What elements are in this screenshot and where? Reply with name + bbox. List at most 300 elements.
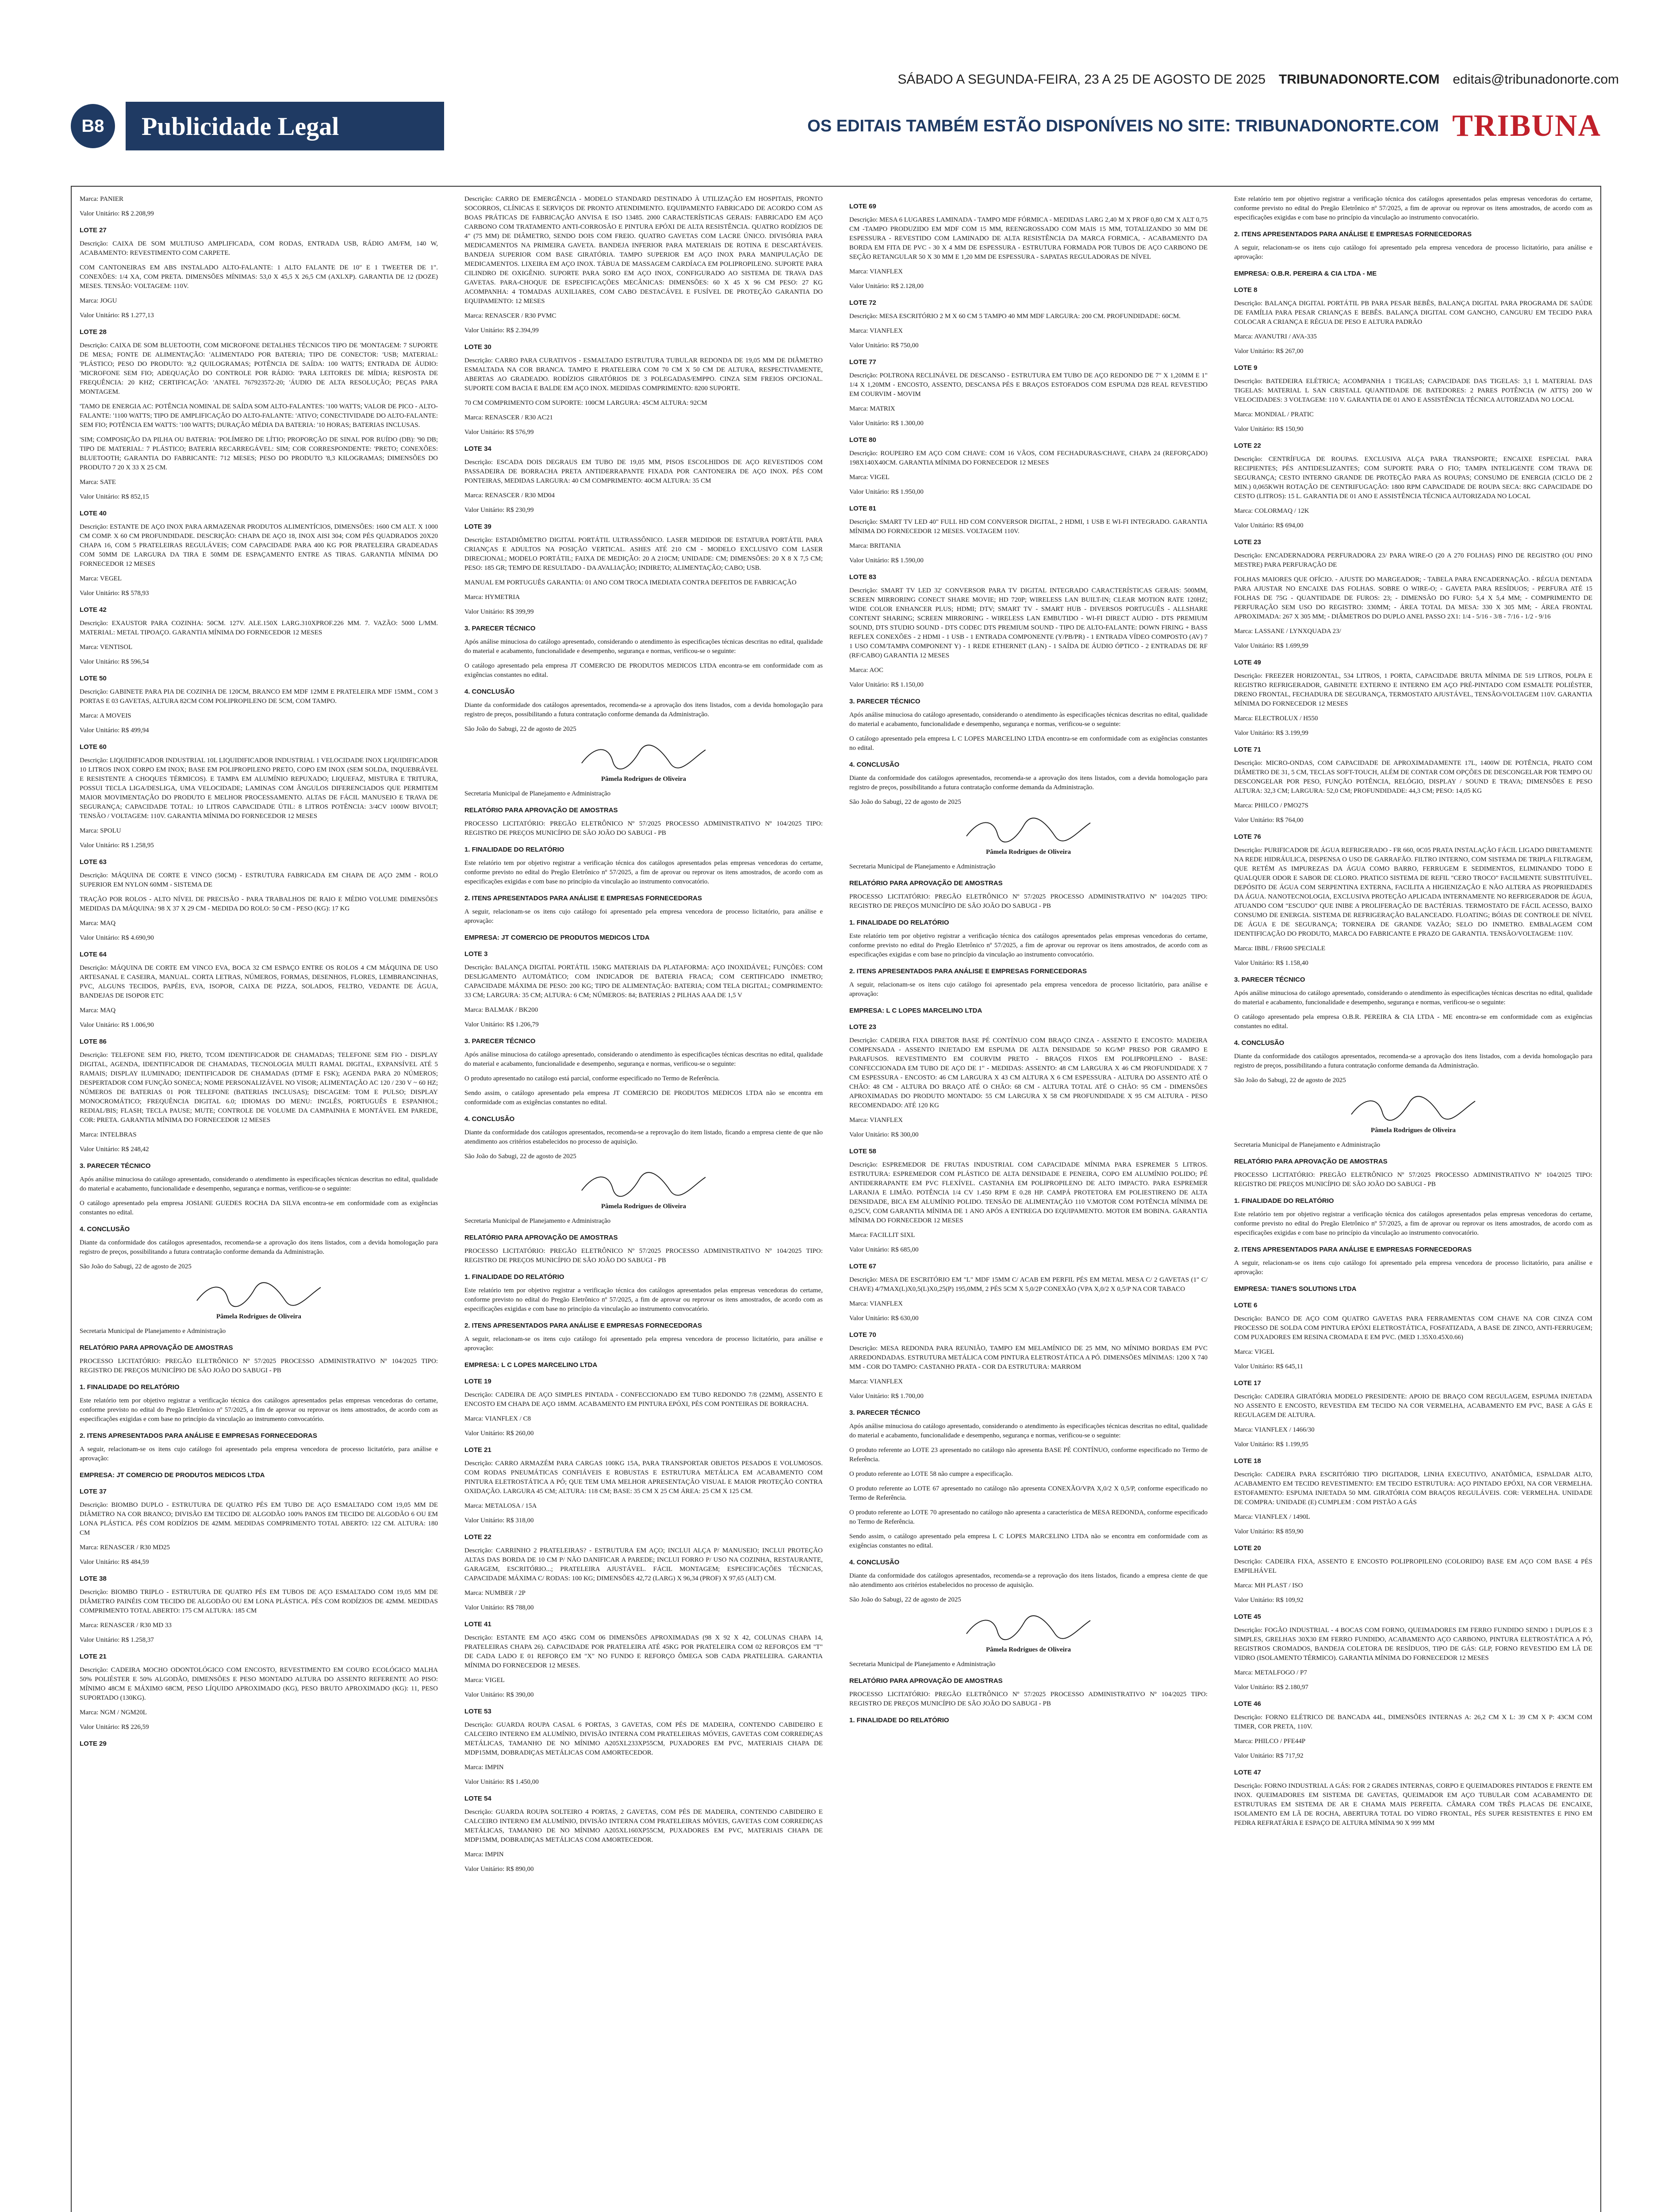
- paragraph: Valor Unitário: R$ 1.006,90: [80, 1022, 154, 1029]
- heading: LOTE 67: [849, 1263, 876, 1270]
- column-4: [1234, 195, 1592, 2212]
- heading: LOTE 45: [1234, 1613, 1261, 1621]
- paragraph: Descrição: CADEIRA GIRATÓRIA MODELO PRESIDENTE: APOIO DE BRAÇO COM REGULAGEM, ESPUMA INJETADA NO ASSENTO E ENCOSTO, REVESTIDA EM TECIDO NA COR VERMELHA, ACABAMENTO EM PVC, BASE A GÁS E REGULAGEM DE ALTURA.: [1234, 1393, 1592, 1419]
- heading: 4. CONCLUSÃO: [849, 761, 900, 768]
- paragraph: Valor Unitário: R$ 1.700,00: [849, 1393, 924, 1400]
- paragraph: Marca: HYMETRIA: [464, 594, 520, 601]
- heading: 1. FINALIDADE DO RELATÓRIO: [1234, 1197, 1334, 1205]
- paragraph: Sendo assim, o catálogo apresentado pela empresa JT COMERCIO DE PRODUTOS MEDICOS LTDA não se encontra em conformidade com as exigências constantes no edital.: [464, 1090, 823, 1106]
- heading: LOTE 37: [80, 1488, 107, 1495]
- paragraph: Marca: VEGEL: [80, 575, 122, 582]
- paragraph: O produto referente ao LOTE 70 apresentado no catálogo não apresenta a característica de MESA REDONDA, conforme especificado no Termo de Referência.: [849, 1509, 1208, 1525]
- paragraph: Descrição: CARRINHO 2 PRATELEIRAS? - ESTRUTURA EM AÇO; INCLUI ALÇA P/ MANUSEIO; INCLUI PROTEÇÃO ALTAS DAS BORDA DE 10 CM P/ NÃO DANIFICAR A PAREDE; INCLUI FORRO P/ USO NA COZINHA, RESTAURANTE, GARAGEM, ESCRITÓRIO...; PRATELEIRA AJUSTÁVEL. FÁCIL MONTAGEM; ESPECIFICAÇÕES TÉCNICAS, CAPACIDADE MÁXIMA C/ RODAS: 100 KG; DIMENSÕES 42,72 (LARG) X 96,34 (PROF) X 97,65 (ALT) CM.: [464, 1547, 823, 1582]
- heading: 3. PARECER TÉCNICO: [849, 1409, 920, 1417]
- heading: 2. ITENS APRESENTADOS PARA ANÁLISE E EMPRESAS FORNECEDORAS: [1234, 230, 1472, 238]
- heading: 2. ITENS APRESENTADOS PARA ANÁLISE E EMPRESAS FORNECEDORAS: [849, 968, 1087, 975]
- heading: 3. PARECER TÉCNICO: [464, 1037, 536, 1045]
- heading: LOTE 60: [80, 743, 107, 751]
- email-link[interactable]: editais@tribunadonorte.com: [1453, 72, 1619, 87]
- paragraph: Valor Unitário: R$ 318,00: [464, 1517, 534, 1524]
- paragraph: Marca: RENASCER / R30 AC21: [464, 414, 553, 421]
- heading: 2. ITENS APRESENTADOS PARA ANÁLISE E EMPRESAS FORNECEDORAS: [464, 895, 702, 902]
- paragraph: Descrição: GABINETE PARA PIA DE COZINHA DE 120CM, BRANCO EM MDF 12MM E PRATELEIRA MDF 15MM., COM 3 PORTAS E 03 GAVETAS, ALTURA 82CM COM POLIPROPILENO DE 5CM, COM TAMPO.: [80, 688, 438, 705]
- signature-image: [192, 1279, 325, 1310]
- heading: RELATÓRIO PARA APROVAÇÃO DE AMOSTRAS: [464, 806, 618, 814]
- paragraph: Valor Unitário: R$ 890,00: [464, 1866, 534, 1873]
- paragraph: Este relatório tem por objetivo registrar a verificação técnica dos catálogos apresentados pelas empresas vencedoras do certame, conforme previsto no edital do Pregão Eletrônico nº 57/2025, a fim de aprovar ou reprovar os itens amostrados, de acordo com as especificações exigidas e com base no princípio da vinculação ao instrumento convocatório.: [80, 1397, 438, 1423]
- paragraph: Marca: VIANFLEX: [849, 1117, 903, 1124]
- paragraph: Marca: MATRIX: [849, 405, 895, 412]
- heading: 1. FINALIDADE DO RELATÓRIO: [849, 919, 949, 926]
- paragraph: Secretaria Municipal de Planejamento e Administração: [849, 863, 996, 870]
- signature-image: [962, 814, 1095, 845]
- heading: EMPRESA: L C LOPES MARCELINO LTDA: [849, 1007, 982, 1014]
- paragraph: Marca: PANIER: [80, 196, 124, 203]
- paragraph: PROCESSO LICITATÓRIO: PREGÃO ELETRÔNICO Nº 57/2025 PROCESSO ADMINISTRATIVO Nº 104/2025 TIPO: REGISTRO DE PREÇOS MUNICÍPIO DE SÃO JOÃO DO SABUGI - PB: [1234, 1171, 1592, 1188]
- paragraph: Descrição: CADEIRA DE AÇO SIMPLES PINTADA - CONFECCIONADO EM TUBO REDONDO 7/8 (22MM), ASSENTO E ENCOSTO EM CHAPA DE AÇO 18MM. ACABAMENTO EM PINTURA EPÓXI, PÉS COM PONTEIRAS DE BORRACHA.: [464, 1391, 823, 1408]
- paragraph: Marca: MAQ: [80, 1007, 116, 1014]
- heading: LOTE 69: [849, 203, 876, 210]
- paragraph: Marca: IMPIN: [464, 1764, 504, 1771]
- heading: LOTE 40: [80, 510, 107, 517]
- heading: LOTE 20: [1234, 1544, 1261, 1552]
- heading: LOTE 81: [849, 505, 876, 512]
- paragraph: São João do Sabugi, 22 de agosto de 2025: [464, 1153, 576, 1160]
- paragraph: Valor Unitário: R$ 750,00: [849, 342, 919, 349]
- paragraph: A seguir, relacionam-se os itens cujo catálogo foi apresentado pela empresa vencedora de processo licitatório, para análise e aprovação:: [1234, 244, 1592, 261]
- paragraph: Marca: VIANFLEX: [849, 268, 903, 275]
- paragraph: Valor Unitário: R$ 267,00: [1234, 348, 1304, 355]
- heading: 4. CONCLUSÃO: [849, 1559, 900, 1566]
- paragraph: O catálogo apresentado pela empresa L C LOPES MARCELINO LTDA encontra-se em conformidade com as exigências constantes no edital.: [849, 735, 1208, 752]
- heading: LOTE 80: [849, 436, 876, 444]
- heading: LOTE 8: [1234, 286, 1258, 294]
- heading: LOTE 30: [464, 343, 491, 351]
- paragraph: Descrição: ESPREMEDOR DE FRUTAS INDUSTRIAL COM CAPACIDADE MÍNIMA PARA ESPREMER 5 LITROS. ESTRUTURA: ESPREMEDOR COM PLÁSTICO DE ALTA DENSIDADE E PENEIRA, COPO EM ALUMÍNIO POLIDO; PÉ ANTIDERRAPANTE EM PVC FLEXÍVEL. CASTANHA EM POLIPROPILENO DE ALTO IMPACTO. PARA ESPREMER LARANJA E LIMÃO. POTÊNCIA 1/4 CV 1.450 RPM E 0.28 HP. CAMPÁ PROTETORA EM POLIESTIRENO DE ALTA DENSIDADE, BICA EM ALUMÍNIO POLIDO. TENSÃO DE ALIMENTAÇÃO 110 V.MOTOR COM POTÊNCIA MÍNIMA DE 0,25CV, COM GARANTIA MÍNIMA DE 1 ANO APÓS A ENTREGA DO EQUIPAMENTO. MOTOR EM BOBINA. GARANTIA MÍNIMA DO FORNECEDOR 12 MESES: [849, 1161, 1208, 1224]
- paragraph: Descrição: POLTRONA RECLINÁVEL DE DESCANSO - ESTRUTURA EM TUBO DE AÇO REDONDO DE 7" X 1,20MM E 1" 1/4 X 1,20MM - ENCOSTO, ASSENTO, DESCANSA PÉS E BRAÇOS ESTOFADOS COM ESPUMA D28 REAL REVESTIDO EM COURVIM - MOVIM: [849, 372, 1208, 398]
- paragraph: Valor Unitário: R$ 645,11: [1234, 1363, 1304, 1370]
- heading: 3. PARECER TÉCNICO: [464, 625, 536, 632]
- paragraph: Diante da conformidade dos catálogos apresentados, recomenda-se a aprovação dos itens listados, com a devida homologação para registro de preços, possibilitando a futura contratação conforme demanda da Administração.: [1234, 1053, 1592, 1069]
- heading: LOTE 29: [80, 1740, 107, 1747]
- paragraph: PROCESSO LICITATÓRIO: PREGÃO ELETRÔNICO Nº 57/2025 PROCESSO ADMINISTRATIVO Nº 104/2025 TIPO: REGISTRO DE PREÇOS MUNICÍPIO DE SÃO JOÃO DO SABUGI - PB: [464, 820, 823, 837]
- paragraph: Descrição: CARRO DE EMERGÊNCIA - MODELO STANDARD DESTINADO À UTILIZAÇÃO EM HOSPITAIS, PRONTO SOCORROS, CLÍNICAS E SERVIÇOS DE PRONTO ATENDIMENTO. EQUIPAMENTO FABRICADO DE ACORDO COM AS BOAS PRÁTICAS DE FABRICAÇÃO ANVISA E ISO 13485. 2000 CARACTERÍSTICAS GERAIS: FABRICADO EM AÇO CARBONO COM TRATAMENTO ANTI-CORROSÃO E PINTURA EPÓXI DE ALTA RESISTÊNCIA. QUATRO RODÍZIOS DE 4" (75 MM) DE DIÂMETRO, SENDO DOIS COM FREIO. QUATRO GAVETAS COM LACRE ÚNICO. DIVISÓRIA PARA MEDICAMENTOS NA PRIMEIRA GAVETA. BANDEJA INFERIOR PARA MATERIAIS DE ROTINA E DESCARTÁVEIS. BANDEJA SUPERIOR COM BASE GIRATÓRIA. TAMPO SUPERIOR EM AÇO INOX PARA MANIPULAÇÃO DE MEDICAMENTOS. LIXEIRA EM AÇO INOX. TÁBUA DE MASSAGEM CARDÍACA EM POLIPROPILENO. SUPORTE PARA CILINDRO DE OXIGÊNIO. SUPORTE PARA SORO EM AÇO INOX, CONFIGURADO AO SISTEMA DE TRAVA DAS GAVETAS. PARA-CHOQUE DE ESPECIFICAÇÕES MECÂNICAS: DIMENSÕES: 60 X 45 X 96 CM PESO: 27 KG ACOMPANHA: 4 TOMADAS AUXILIARES, COM CABO DESTACÁVEL E FUSÍVEL DE PROTEÇÃO GARANTIA DO EQUIPAMENTO: 12 MESES: [464, 196, 823, 305]
- paragraph: A seguir, relacionam-se os itens cujo catálogo foi apresentado pela empresa vencedora de processo licitatório, para análise e aprovação:: [464, 1336, 823, 1352]
- paragraph: Marca: METALOSA / 15A: [464, 1502, 537, 1509]
- paragraph: Marca: METALFOGO / P7: [1234, 1669, 1308, 1676]
- paragraph: Marca: AVANUTRI / AVA-335: [1234, 333, 1317, 340]
- heading: EMPRESA: O.B.R. PEREIRA & CIA LTDA - ME: [1234, 270, 1377, 277]
- paragraph: PROCESSO LICITATÓRIO: PREGÃO ELETRÔNICO Nº 57/2025 PROCESSO ADMINISTRATIVO Nº 104/2025 TIPO: REGISTRO DE PREÇOS MUNICÍPIO DE SÃO JOÃO DO SABUGI - PB: [849, 893, 1208, 910]
- heading: RELATÓRIO PARA APROVAÇÃO DE AMOSTRAS: [849, 1677, 1003, 1685]
- paragraph: 'SIM; COMPOSIÇÃO DA PILHA OU BATERIA: 'POLÍMERO DE LÍTIO; PROPORÇÃO DE SINAL POR RUÍDO (DB): '90 DB; TIPO DE MATERIAL: 7 PLÁSTICO; BATERIA RECARREGÁVEL: SIM; COR CORRESPONDENTE: 'PRETO; CONEXÕES: BLUETOOTH; GARANTIA DO FABRICANTE: 712 MESES; PESO DO PRODUTO '8,3 KILOGRAMAS; DIMENSÕES DO PRODUTO 7 20 X 33 X 25 CM.: [80, 436, 438, 471]
- paragraph: Descrição: CENTRÍFUGA DE ROUPAS. EXCLUSIVA ALÇA PARA TRANSPORTE; ENCAIXE ESPECIAL PARA RECIPIENTES; PÉS ANTIDESLIZANTES; COM SUPORTE PARA O FIO; TAMPA INTELIGENTE COM TRAVA DE SEGURANÇA; CESTO INTERNO GRANDE DE PROTEÇÃO PARA AS ROUPAS; CONSUMO DE ENERGIA (CICLO DE 2 MIN.) 0,065KWH ROTAÇÃO DE CENTRIFUGAÇÃO: 1800 RPM CAPACIDADE DE ROUPA SECA: 8KG CAPACIDADE DO CESTO (LITROS): 15 L. GARANTIA DE 01 ANO E ASSISTÊNCIA TÉCNICA AUTORIZADA NO LOCAL: [1234, 456, 1592, 500]
- paragraph: Descrição: BIOMBO DUPLO - ESTRUTURA DE QUATRO PÉS EM TUBO DE AÇO ESMALTADO COM 19,05 MM DE DIÂMETRO NA COR BRANCO; DIVISÃO EM TECIDO DE ALGODÃO 100% PANOS EM TECIDO DE ALGODÃO 6 OU EM LONA PLÁSTICA. PÉS COM RODÍZIOS DE 42MM. MEDIDAS COMPRIMENTO TOTAL ABERTO: 122 CM. ALTURA: 180 CM: [80, 1502, 438, 1536]
- column-2: [464, 195, 823, 2212]
- heading: LOTE 27: [80, 227, 107, 234]
- paragraph: Marca: MH PLAST / ISO: [1234, 1582, 1303, 1589]
- paragraph: Valor Unitário: R$ 1.258,95: [80, 842, 154, 849]
- heading: 1. FINALIDADE DO RELATÓRIO: [464, 1273, 564, 1281]
- paragraph: Descrição: ESTADIÔMETRO DIGITAL PORTÁTIL ULTRASSÔNICO. LASER MEDIDOR DE ESTATURA PORTÁTIL PARA CRIANÇAS E ADULTOS NA POSIÇÃO VERTICAL. ASHES ATÉ 210 CM - MODELO EXCLUSIVO COM LASER DIRECIONAL; MODELO PORTÁTIL; FAIXA DE MEDIÇÃO: 20 A 210CM; UNIDADE: CM; DIMENSÕES: 20 X 8 X 7,5 CM; PESO: 185 GR; TEMPO DE RESULTADO - DA AVALIAÇÃO; INDIRETO; ALIMENTAÇÃO; CABO; USB.: [464, 537, 823, 572]
- paragraph: Marca: COLORMAQ / 12K: [1234, 507, 1309, 515]
- paragraph: 'TAMO DE ENERGIA AC: POTÊNCIA NOMINAL DE SAÍDA SOM ALTO-FALANTES: '100 WATTS; VALOR DE PICO - ALTO-FALANTE: '1100 WATTS; TIPO DE AMPLIFICAÇÃO DO ALTO-FALANTE: 'ATIVO; CONECTIVIDADE DO ALTO-FALANTE: SEM FIO; POTÊNCIA EM WATTS: '100 WATTS; DURAÇÃO MÉDIA DA BATERIA: '10 HORAS; BATERIAS INCLUSAS.: [80, 403, 438, 429]
- heading: 2. ITENS APRESENTADOS PARA ANÁLISE E EMPRESAS FORNECEDORAS: [1234, 1246, 1472, 1253]
- paragraph: Valor Unitário: R$ 248,42: [80, 1146, 149, 1153]
- paragraph: Valor Unitário: R$ 260,00: [464, 1430, 534, 1437]
- paragraph: Descrição: CARRO ARMAZÉM PARA CARGAS 100KG 15A, PARA TRANSPORTAR OBJETOS PESADOS E VOLUMOSOS. COM RODAS PNEUMÁTICAS CONFIÁVEIS E ROBUSTAS E ESTRUTURA METÁLICA EM ACABAMENTO COM PINTURA ELETROSTÁTICA A PÓ; QUE TEM UMA MELHOR APRESENTAÇÃO VISUAL E MAIOR PROTEÇÃO CONTRA OXIDAÇÃO. LARGURA 45 CM; ALTURA: 118 CM; BASE: 35 CM X 25 CM ÁREA: 25 CM X 125 CM.: [464, 1460, 823, 1495]
- paragraph: Secretaria Municipal de Planejamento e Administração: [464, 1217, 611, 1225]
- heading: 1. FINALIDADE DO RELATÓRIO: [80, 1383, 180, 1391]
- paragraph: Marca: INTELBRAS: [80, 1131, 137, 1138]
- paragraph: Secretaria Municipal de Planejamento e Administração: [849, 1661, 996, 1668]
- paragraph: Marca: VENTISOL: [80, 644, 133, 651]
- paragraph: Descrição: BALANÇA DIGITAL PORTÁTIL 150KG MATERIAIS DA PLATAFORMA: AÇO INOXIDÁVEL; FUNÇÕES: COM DESLIGAMENTO AUTOMÁTICO; COM INDICADOR DE BATERIA FRACA; COM CERTIFICADO INMETRO; CAPACIDADE MÁXIMA DE PESO: 200 KG; TIPO DE ALIMENTAÇÃO: BATERIA; COM TELA DIGITAL; COMPRIMENTO: 33 CM; LARGURA: 35 CM; ALTURA: 6 CM; NÚMEROS: 84; BATERIAS 2 PILHAS AAA DE 1,5 V: [464, 964, 823, 999]
- signature-image: [962, 1612, 1095, 1643]
- paragraph: Marca: SATE: [80, 479, 116, 486]
- paragraph: Descrição: FREEZER HORIZONTAL, 534 LITROS, 1 PORTA, CAPACIDADE BRUTA MÍNIMA DE 519 LITROS, POLPA E REGISTRO REFRIGERADOR, GABINETE EXTERNO E INTERNO EM AÇO PRÉ-PINTADO COM ESMALTE POLIÉSTER, DRENO FRONTAL, FECHADURA DE SEGURANÇA, TERMOSTATO AJUSTÁVEL, TENSÃO/VOLTAGEM 110V. GARANTIA MÍNIMA DO FORNECEDOR 12 MESES: [1234, 672, 1592, 707]
- paragraph: Após análise minuciosa do catálogo apresentado, considerando o atendimento às especificações técnicas descritas no edital, qualidade do material e acabamento, funcionalidade e desempenho, segurança e normas, verificou-se o seguinte:: [464, 1051, 823, 1068]
- paragraph: O catálogo apresentado pela empresa JT COMERCIO DE PRODUTOS MEDICOS LTDA encontra-se em conformidade com as exigências constantes no edital.: [464, 662, 823, 679]
- paragraph: Marca: VIANFLEX: [849, 327, 903, 334]
- paragraph: São João do Sabugi, 22 de agosto de 2025: [464, 726, 576, 733]
- paragraph: Descrição: TELEFONE SEM FIO, PRETO, TCOM IDENTIFICADOR DE CHAMADAS; TELEFONE SEM FIO - DISPLAY DIGITAL, AGENDA, IDENTIFICADOR DE CHAMADAS, TECNOLOGIA MULTI RAMAL DIGITAL, EXPANSÍVEL ATÉ 5 RAMAIS; DISPLAY ILUMINADO; IDENTIFICADOR DE CHAMADAS (DTMF E FSK); AGENDA PARA 20 NÚMEROS; DESPERTADOR COM FUNÇÃO SONECA; NOME PERSONALIZÁVEL NO VISOR; ALIMENTAÇÃO AC 120 / 230 V ~ 60 HZ; NÚMEROS DE BATERIAS 01 POR TELEFONE (BATERIAS INCLUSAS); DISCAGEM: TOM E PULSO; DISPLAY MONOCROMÁTICO; FREQUÊNCIA DIGITAL 6.0; IDIOMAS DO MENU: INGLÊS, PORTUGUÊS E ESPANHOL; REDIAL/BIS; FLASH; TECLA PAUSE; MUTE; CONTROLE DE VOLUME DA CAMPAINHA E MONTÁVEL EM PAREDE, COR: PRETA. GARANTIA MÍNIMA DO FORNECEDOR 12 MESES: [80, 1052, 438, 1124]
- edition-date: SÁBADO A SEGUNDA-FEIRA, 23 A 25 DE AGOSTO DE 2025: [897, 72, 1266, 87]
- paragraph: Descrição: EXAUSTOR PARA COZINHA: 50CM. 127V. ALE.150X LARG.310XPROF.226 MM. 7. VAZÃO: 5000 L/MM. MATERIAL: METAL TIPOAÇO. GARANTIA MÍNIMA DO FORNECEDOR 12 MESES: [80, 620, 438, 636]
- heading: LOTE 22: [464, 1533, 491, 1541]
- paragraph: Valor Unitário: R$ 576,99: [464, 429, 534, 436]
- paragraph: Este relatório tem por objetivo registrar a verificação técnica dos catálogos apresentados pelas empresas vencedoras do certame, conforme previsto no edital do Pregão Eletrônico nº 57/2025, a fim de aprovar ou reprovar os itens amostrados, de acordo com as especificações exigidas e com base no princípio da vinculação ao instrumento convocatório.: [464, 1287, 823, 1313]
- paragraph: Valor Unitário: R$ 685,00: [849, 1246, 919, 1253]
- paragraph: Descrição: BANCO DE AÇO COM QUATRO GAVETAS PARA FERRAMENTAS COM CHAVE NA COR CINZA COM PROCESSO DE SOLDA COM PINTURA EPÓXI ELETROSTÁTICA, FOSFATIZADA, A BASE DE ZINCO, ANTI-FERRUGEM; COM PUXADORES EM RESINA CROMADA E EM PVC. (MED 1.35X0.45X0.66): [1234, 1315, 1592, 1341]
- paragraph: Valor Unitário: R$ 1.300,00: [849, 420, 924, 427]
- paragraph: Descrição: BATEDEIRA ELÉTRICA; ACOMPANHA 1 TIGELAS; CAPACIDADE DAS TIGELAS: 3,1 L MATERIAL DAS TIGELAS: MATERIAL L SAN CRISTALL QUANTIDADE DE BATEDORES: 2 PARES POTÊNCIA (W ATTS) 200 W VELOCIDADES: 3 VOLTAGEM: 110 V. GARANTIA DE 01 ANO E ASSISTÊNCIA TÉCNICA AUTORIZADA NO LOCAL: [1234, 378, 1592, 403]
- heading: EMPRESA: L C LOPES MARCELINO LTDA: [464, 1361, 598, 1369]
- paragraph: O catálogo apresentado pela empresa JOSIANE GUEDES ROCHA DA SILVA encontra-se em conformidade com as exigências constantes no edital.: [80, 1200, 438, 1216]
- paragraph: Este relatório tem por objetivo registrar a verificação técnica dos catálogos apresentados pelas empresas vencedoras do certame, conforme previsto no edital do Pregão Eletrônico nº 57/2025, a fim de aprovar ou reprovar os itens amostrados, de acordo com as especificações exigidas e com base no princípio da vinculação ao instrumento convocatório.: [464, 860, 823, 885]
- section-title: Publicidade Legal: [126, 102, 444, 150]
- signer-name: Pâmela Rodrigues de Oliveira: [216, 1313, 302, 1320]
- paragraph: Marca: IMPIN: [464, 1851, 504, 1858]
- paragraph: Valor Unitário: R$ 226,59: [80, 1724, 149, 1731]
- paragraph: Valor Unitário: R$ 694,00: [1234, 522, 1304, 529]
- heading: LOTE 50: [80, 675, 107, 682]
- heading: LOTE 3: [464, 950, 488, 958]
- paragraph: Descrição: MESA REDONDA PARA REUNIÃO, TAMPO EM MELAMÍNICO DE 25 MM, NO MÍNIMO BORDAS EM PVC ARREDONDADAS. ESTRUTURA METÁLICA COM PINTURA ELETROSTÁTICA A PÓ. DIMENSÕES MÍNIMAS: 1200 X 740 MM - COR DO TAMPO: CASTANHO PRATA - COR DA ESTRUTURA: MARROM: [849, 1345, 1208, 1371]
- paragraph: Marca: NGM / NGM20L: [80, 1709, 147, 1716]
- heading: LOTE 77: [849, 358, 876, 366]
- paragraph: Descrição: GUARDA ROUPA CASAL 6 PORTAS, 3 GAVETAS, COM PÉS DE MADEIRA, CONTENDO CABIDEIRO E CALCEIRO INTERNO EM ALUMÍNIO, DIVISÃO INTERNA COM PRATELEIRAS MÓVEIS, GAVETAS COM CORREDIÇAS METÁLICAS, TAMANHO DE NO MÍNIMO A205XL233XP55CM, PUXADORES EM PVC, MATERIAIS CHAPA DE MDP15MM, DOBRADIÇAS METÁLICAS COM AMORTECEDOR.: [464, 1721, 823, 1756]
- paragraph: Marca: VIGEL: [1234, 1348, 1274, 1356]
- paragraph: Este relatório tem por objetivo registrar a verificação técnica dos catálogos apresentados pelas empresas vencedoras do certame, conforme previsto no edital do Pregão Eletrônico nº 57/2025, a fim de aprovar ou reprovar os itens amostrados, de acordo com as especificações exigidas e com base no princípio da vinculação ao instrumento convocatório.: [1234, 1211, 1592, 1237]
- paragraph: Valor Unitário: R$ 1.450,00: [464, 1778, 539, 1786]
- paragraph: Marca: RENASCER / R30 MD 33: [80, 1622, 172, 1629]
- heading: LOTE 64: [80, 951, 107, 958]
- page-number: B8: [71, 104, 115, 148]
- heading: EMPRESA: JT COMERCIO DE PRODUTOS MEDICOS LTDA: [464, 934, 650, 941]
- paragraph: TRAÇÃO POR ROLOS - ALTO NÍVEL DE PRECISÃO - PARA TRABALHOS DE RAIO E MÉDIO VOLUME DIMENSÕES MEDIDAS DA MÁQUINA: 98 X 37 X 29 CM - MEDIDA DO ROLO: 50 CM - PESO (KG): 17 KG: [80, 896, 438, 912]
- paragraph: Secretaria Municipal de Planejamento e Administração: [80, 1328, 226, 1335]
- paragraph: Marca: VIANFLEX / C8: [464, 1415, 531, 1422]
- paragraph: Diante da conformidade dos catálogos apresentados, recomenda-se a aprovação dos itens listados, com a devida homologação para registro de preços, possibilitando a futura contratação conforme demanda da Administração.: [80, 1239, 438, 1256]
- heading: LOTE 22: [1234, 442, 1261, 449]
- heading: LOTE 21: [464, 1446, 491, 1454]
- paragraph: Descrição: MESA DE ESCRITÓRIO EM "L" MDF 15MM C/ ACAB EM PERFIL PÉS EM METAL MESA C/ 2 GAVETAS (1" C/ CHAVE) 4/7MAX(L)X0,5(L)X0,25(P) 195,0MM, 2 PÉS 5CM X 5,0/2P CONEXÃO (VPA X,0/2 X 0,5/P NA COR TABACO: [849, 1276, 1208, 1293]
- paragraph: Marca: PHILCO / PMO27S: [1234, 802, 1308, 809]
- paragraph: Marca: FACILLIT SIXL: [849, 1232, 915, 1239]
- paragraph: Valor Unitário: R$ 499,94: [80, 727, 149, 734]
- paragraph: Descrição: ESTANTE DE AÇO INOX PARA ARMAZENAR PRODUTOS ALIMENTÍCIOS, DIMENSÕES: 1600 CM ALT. X 1000 CM COMP. X 60 CM PROFUNDIDADE. DESCRIÇÃO: CHAPA DE AÇO 18, INOX AISI 304; COM PÉS QUADRADOS 20X20 CHAPA 16, COM 5 PRATELEIRAS REGULÁVEIS; COM CAPACIDADE PARA 400 KG POR PRATELEIRA GRADEADAS COM 50MM DE LARGURA DA TIRA E 50MM DE ESPAÇAMENTO ENTRE AS TIRAS. GARANTIA MÍNIMA DO FORNECEDOR 12 MESES: [80, 523, 438, 568]
- paragraph: Valor Unitário: R$ 852,15: [80, 493, 149, 500]
- heading: LOTE 58: [849, 1148, 876, 1155]
- paragraph: Valor Unitário: R$ 300,00: [849, 1131, 919, 1138]
- paragraph: Marca: LASSANE / LYNXQUADA 23/: [1234, 628, 1341, 635]
- paragraph: Marca: BRITANIA: [849, 542, 901, 549]
- paragraph: São João do Sabugi, 22 de agosto de 2025: [849, 1596, 961, 1603]
- paragraph: Após análise minuciosa do catálogo apresentado, considerando o atendimento às especificações técnicas descritas no edital, qualidade do material e acabamento, funcionalidade e desempenho, segurança e normas, verificou-se o seguinte:: [849, 1423, 1208, 1439]
- paragraph: 70 CM COMPRIMENTO COM SUPORTE: 100CM LARGURA: 45CM ALTURA: 92CM: [464, 399, 707, 407]
- heading: LOTE 54: [464, 1795, 491, 1802]
- paragraph: Marca: A MOVEIS: [80, 712, 131, 719]
- paragraph: Marca: VIANFLEX: [849, 1300, 903, 1307]
- heading: 1. FINALIDADE DO RELATÓRIO: [849, 1717, 949, 1724]
- paragraph: Valor Unitário: R$ 1.950,00: [849, 488, 924, 495]
- paragraph: Valor Unitário: R$ 3.199,99: [1234, 730, 1308, 737]
- paragraph: COM CANTONEIRAS EM ABS INSTALADO ALTO-FALANTE: 1 ALTO FALANTE DE 10" E 1 TWEETER DE 1". CONEXÕES: 1/4 XA, COM PRETA. DIMENSÕES MÍNIMAS: 53,0 X 45,5 X 26,5 CM (AXLXP). GARANTIA DE 12 (DOZE) MESES. TENSÃO: VOLTAGEM: 110V.: [80, 264, 438, 290]
- paragraph: Valor Unitário: R$ 150,90: [1234, 426, 1304, 433]
- paragraph: São João do Sabugi, 22 de agosto de 2025: [80, 1263, 192, 1270]
- heading: 1. FINALIDADE DO RELATÓRIO: [464, 846, 564, 853]
- heading: LOTE 41: [464, 1621, 491, 1628]
- signature-image: [1347, 1092, 1480, 1123]
- paragraph: Valor Unitário: R$ 4.690,90: [80, 934, 154, 941]
- paragraph: Valor Unitário: R$ 1.699,99: [1234, 642, 1308, 649]
- site-link[interactable]: TRIBUNADONORTE.COM: [1279, 72, 1440, 87]
- signer-name: Pâmela Rodrigues de Oliveira: [601, 1203, 686, 1210]
- paragraph: A seguir, relacionam-se os itens cujo catálogo foi apresentado pela empresa vencedora de processo licitatório, para análise e aprovação:: [1234, 1260, 1592, 1276]
- signature-image: [577, 1168, 710, 1199]
- signer-name: Pâmela Rodrigues de Oliveira: [1370, 1127, 1456, 1134]
- heading: LOTE 39: [464, 523, 491, 530]
- paragraph: Marca: MONDIAL / PRATIC: [1234, 411, 1314, 418]
- paragraph: Após análise minuciosa do catálogo apresentado, considerando o atendimento às especificações técnicas descritas no edital, qualidade do material e acabamento, funcionalidade e desempenho, segurança e normas, verificou-se o seguinte:: [849, 711, 1208, 728]
- paragraph: Descrição: ENCADERNADORA PERFURADORA 23/ PARA WIRE-O (20 A 270 FOLHAS) PINO DE REGISTRO (OU PINO MESTRE) PARA PERFURAÇÃO DE: [1234, 552, 1592, 568]
- paragraph: Diante da conformidade dos catálogos apresentados, recomenda-se a reprovação dos itens listados, ficando a empresa ciente de que não atendimento aos critérios estabelecidos no processo de aquisição.: [849, 1572, 1208, 1589]
- heading: 4. CONCLUSÃO: [464, 688, 515, 695]
- heading: 3. PARECER TÉCNICO: [849, 698, 920, 705]
- heading: 4. CONCLUSÃO: [464, 1115, 515, 1123]
- paragraph: Descrição: CARRO PARA CURATIVOS - ESMALTADO ESTRUTURA TUBULAR REDONDA DE 19,05 MM DE DIÂMETRO ESMALTADA NA COR BRANCA. TAMPO E PRATELEIRA COM 70 CM X 50 CM DE ALTURA, RESPECTIVAMENTE, ABERTAS AO GRADEADO. RODÍZIOS GIRATÓRIOS DE 3 POLEGADAS/EMPPO. CINZA SEM FREIOS OPCIONAL. SUPORTE COM BACIA E BALDE EM AÇO INOX. MEDIDAS COMPRIMENTO: 8200 SUPORTE.: [464, 357, 823, 392]
- paragraph: Marca: BALMAK / BK200: [464, 1006, 538, 1014]
- signer-name: Pâmela Rodrigues de Oliveira: [986, 1646, 1071, 1653]
- paragraph: Descrição: MESA ESCRITÓRIO 2 M X 60 CM 5 TAMPO 40 MM MDF LARGURA: 200 CM. PROFUNDIDADE: 60CM.: [849, 313, 1181, 320]
- paragraph: São João do Sabugi, 22 de agosto de 2025: [849, 799, 961, 806]
- heading: LOTE 6: [1234, 1302, 1258, 1309]
- paragraph: Descrição: MÁQUINA DE CORTE EM VINCO EVA, BOCA 32 CM ESPAÇO ENTRE OS ROLOS 4 CM MÁQUINA DE USO ARTESANAL E CASEIRA, MANUAL. CORTA LETRAS, NÚMEROS, FORMAS, DESENHOS, FLORES, LEMBRANCINHAS, PVC, ALGUNS TECIDOS, PAPÉIS, EVA, ISOPOR, CAIXA DE PIZZA, SOLADOS, FELTRO, VEDANTE DE ÁGUA, BANDEJAS DE ISOPOR ETC: [80, 964, 438, 999]
- paragraph: Valor Unitário: R$ 1.258,37: [80, 1636, 154, 1644]
- heading: LOTE 23: [849, 1023, 876, 1031]
- heading: 3. PARECER TÉCNICO: [1234, 976, 1305, 983]
- paragraph: O catálogo apresentado pela empresa O.B.R. PEREIRA & CIA LTDA - ME encontra-se em conformidade com as exigências constantes no edital.: [1234, 1014, 1592, 1030]
- paragraph: Valor Unitário: R$ 1.590,00: [849, 557, 924, 564]
- signer-name: Pâmela Rodrigues de Oliveira: [601, 776, 686, 783]
- heading: LOTE 63: [80, 858, 107, 866]
- paragraph: Descrição: LIQUIDIFICADOR INDUSTRIAL 10L LIQUIDIFICADOR INDUSTRIAL 1 VELOCIDADE INOX LIQUIDIFICADOR 10 LITROS INOX CORPO EM INOX; BASE EM POLIPROPILENO PRETO, COPO EM INOX (SEM SOLDA, INQUEBRÁVEL E RESISTENTE A CHOQUES TÉRMICOS). E TAMPA EM ALUMÍNIO REPUXADO; LIQUEFAZ, MISTURA E TRITURA, POSSUI TECLA LIGA/DESLIGA, UMA VELOCIDADE; LAMINAS COM ÂNGULOS DIFERENCIADOS QUE PERMITEM MAIOR MOVIMENTAÇÃO DO PRODUTO E MELHOR PROCESSAMENTO. ALTAS DE FÁCIL MANUSEIO E TRAVA DE SEGURANÇA; CAPACIDADE TOTAL: 10 LITROS CAPACIDADE ÚTIL: 8 LITROS POTÊNCIA: 3/4CV 1000W BIVOLT; TENSÃO / VOLTAGEM: 110V. GARANTIA MÍNIMA DO FORNECEDOR 12 MESES: [80, 757, 438, 820]
- top-line: [885, 66, 1619, 93]
- heading: LOTE 46: [1234, 1700, 1261, 1708]
- paragraph: Marca: AOC: [849, 667, 884, 674]
- heading: LOTE 86: [80, 1038, 107, 1045]
- paragraph: PROCESSO LICITATÓRIO: PREGÃO ELETRÔNICO Nº 57/2025 PROCESSO ADMINISTRATIVO Nº 104/2025 TIPO: REGISTRO DE PREÇOS MUNICÍPIO DE SÃO JOÃO DO SABUGI - PB: [849, 1691, 1208, 1707]
- paragraph: A seguir, relacionam-se os itens cujo catálogo foi apresentado pela empresa vencedora de processo licitatório, para análise e aprovação:: [80, 1446, 438, 1462]
- heading: 4. CONCLUSÃO: [80, 1225, 130, 1233]
- heading: LOTE 47: [1234, 1769, 1261, 1776]
- paragraph: Valor Unitário: R$ 2.128,00: [849, 283, 924, 290]
- heading: LOTE 76: [1234, 833, 1261, 841]
- heading: LOTE 53: [464, 1708, 491, 1715]
- heading: LOTE 42: [80, 606, 107, 614]
- paragraph: Descrição: CAIXA DE SOM BLUETOOTH, COM MICROFONE DETALHES TÉCNICOS TIPO DE 'MONTAGEM: 7 SUPORTE DE MESA; FONTE DE ALIMENTAÇÃO: 'ALIMENTADO POR BATERIA; TIPO DE CONECTOR: 'USB; MATERIAL: 'PLÁSTICO; PESO DO PRODUTO: '8,2 QUILOGRAMAS; POTÊNCIA DE SAÍDA: 100 WATTS; ENTRADA DE ÁUDIO: 'MICROFONE SEM FIO; ADEQUAÇÃO DO CONTROLE POR RÁDIO: 'PARA LEITORES DE MÍDIA; RESPOSTA DE FREQUÊNCIA: 20 KHZ; CERTIFICAÇÃO: 'ANATEL 767923572-20; 'ÁUDIO DE ALTA RESOLUÇÃO; PEÇAS PARA MONTAGEM.: [80, 342, 438, 396]
- heading: LOTE 9: [1234, 364, 1258, 372]
- paragraph: Descrição: MESA 6 LUGARES LAMINADA - TAMPO MDF FÓRMICA - MEDIDAS LARG 2,40 M X PROF 0,80 CM X ALT 0,75 CM -TAMPO PRODUZIDO EM MDF COM 15 MM, REENGROSSADO COM MAIS 15 MM, TOTALIZANDO 30 MM DE ESPESSURA - REVESTIDO COM LAMINADO DE ALTA RESISTÊNCIA DA MARCA FORMICA, - ACABAMENTO DA BORDA EM FITA DE PVC - 30 X 4 MM DE ESPESSURA - ESTRUTURA FORMADA POR TUBOS DE AÇO CARBONO DE SEÇÃO RETANGULAR 50 X 30 MM E 1,20 MM DE ESPESSURA - SAPATAS REGULADORAS DE NÍVEL: [849, 216, 1208, 261]
- heading: 3. PARECER TÉCNICO: [80, 1162, 151, 1170]
- heading: RELATÓRIO PARA APROVAÇÃO DE AMOSTRAS: [80, 1344, 233, 1352]
- heading: RELATÓRIO PARA APROVAÇÃO DE AMOSTRAS: [1234, 1158, 1388, 1165]
- paragraph: Descrição: PURIFICADOR DE ÁGUA REFRIGERADO - FR 660, 0C05 PRATA INSTALAÇÃO FÁCIL LIGADO DIRETAMENTE NA REDE HIDRÁULICA, DISPENSA O USO DE GARRAFÃO. FILTRO INTERNO, COM SISTEMA DE TRIPLA FILTRAGEM, QUE RETÉM AS IMPUREZAS DA ÁGUA COMO BARRO, FERRUGEM E SEDIMENTOS, ELIMINANDO TODO E QUALQUER ODOR E SABOR DE CLORO. PRATICO SISTEMA DE REFIL "CERO TROCO" FACILMENTE SUBSTITUÍVEL. DEPÓSITO DE ÁGUA COM SERPENTINA EXTERNA, FACILITA A HIGIENIZAÇÃO E NÃO ALTERA AS PROPRIEDADES DA ÁGUA. NANOTECNOLOGIA, EXCLUSIVA PROTEÇÃO APLICADA INTERNAMENTE NO REFRIGERADOR DE ÁGUA, ATUANDO COM "ESCUDO" QUE INIBE A PROLIFERAÇÃO DE BACTÉRIAS. TERMOSTATO DE FÁCIL ACESSO, BAIXO CONSUMO DE ENERGIA. SISTEMA DE REFRIGERAÇÃO BALANCEADO. FLOATING; BÓIAS DE CONTROLE DE NÍVEL DE ÁGUA E DE SEGURANÇA; TORNEIRA DE GRANDE VAZÃO; SELO DO INMETRO. EMBALAGEM COM IDENTIFICAÇÃO DO PRODUTO, MARCA DO FABRICANTE E PRAZO DE GARANTIA. TENSÃO/VOLTAGEM: 110V.: [1234, 847, 1592, 937]
- paragraph: Descrição: MÁQUINA DE CORTE E VINCO (50CM) - ESTRUTURA FABRICADA EM CHAPA DE AÇO 2MM - ROLO SUPERIOR EM NYLON 60MM - SISTEMA DE: [80, 872, 438, 888]
- paragraph: Marca: VIANFLEX / 1490L: [1234, 1513, 1310, 1521]
- paragraph: Valor Unitário: R$ 2.208,99: [80, 210, 154, 217]
- paragraph: Após análise minuciosa do catálogo apresentado, considerando o atendimento às especificações técnicas descritas no edital, qualidade do material e acabamento, funcionalidade e desempenho, segurança e normas, verificou-se o seguinte:: [1234, 990, 1592, 1006]
- paragraph: Valor Unitário: R$ 630,00: [849, 1315, 919, 1322]
- paragraph: Valor Unitário: R$ 578,93: [80, 590, 149, 597]
- signature-image: [577, 741, 710, 772]
- paragraph: PROCESSO LICITATÓRIO: PREGÃO ELETRÔNICO Nº 57/2025 PROCESSO ADMINISTRATIVO Nº 104/2025 TIPO: REGISTRO DE PREÇOS MUNICÍPIO DE SÃO JOÃO DO SABUGI - PB: [464, 1248, 823, 1264]
- paragraph: Marca: VIGEL: [849, 474, 890, 481]
- paragraph: Valor Unitário: R$ 596,54: [80, 658, 149, 665]
- paragraph: Sendo assim, o catálogo apresentado pela empresa L C LOPES MARCELINO LTDA não se encontra em conformidade com as exigências constantes no edital.: [849, 1533, 1208, 1549]
- paragraph: Diante da conformidade dos catálogos apresentados, recomenda-se a reprovação do item listado, ficando a empresa ciente de que não atendimento aos critérios estabelecidos no processo de aquisição.: [464, 1129, 823, 1145]
- paragraph: A seguir, relacionam-se os itens cujo catálogo foi apresentado pela empresa vencedora de processo licitatório, para análise e aprovação:: [464, 908, 823, 925]
- signer-name: Pâmela Rodrigues de Oliveira: [986, 849, 1071, 856]
- heading: RELATÓRIO PARA APROVAÇÃO DE AMOSTRAS: [464, 1234, 618, 1241]
- columns: [80, 195, 1592, 2212]
- paragraph: FOLHAS MAIORES QUE OFÍCIO. - AJUSTE DO MARGEADOR; - TABELA PARA ENCADERNAÇÃO. - RÉGUA DENTADA PARA AJUSTAR NO ENCAIXE DAS FOLHAS. SOBRE O WIRE-O; - GAVETA PARA RESÍDUOS; - PERFURA ATÉ 15 FOLHAS DE 75G - QUANTIDADE DE FUROS: 23; - DIMENSÃO DO FURO: 5,4 X 5,4 MM; - COMPRIMENTO DE PERFURAÇÃO SEM USO DO REGISTRO: 330MM; - ÁREA TOTAL DA MESA: 330 X 305 MM; - ÁREA FRONTAL APROXIMADA: 267 X 305 MM; - DIÂMETROS DO DUPLO ANEL PASSO 2X1: 1/4 - 5/16 - 3/8 - 7/16 - 1/2 - 9/16: [1234, 576, 1592, 620]
- paragraph: A seguir, relacionam-se os itens cujo catálogo foi apresentado pela empresa vencedora de processo licitatório, para análise e aprovação:: [849, 981, 1208, 998]
- paragraph: Marca: VIANFLEX / 1466/30: [1234, 1426, 1315, 1433]
- heading: EMPRESA: JT COMERCIO DE PRODUTOS MEDICOS LTDA: [80, 1471, 265, 1479]
- heading: LOTE 18: [1234, 1457, 1261, 1465]
- paragraph: Descrição: SMART TV LED 40" FULL HD COM CONVERSOR DIGITAL, 2 HDMI, 1 USB E WI-FI INTEGRADO. GARANTIA MÍNIMA DO FORNECEDOR 12 MESES. VOLTAGEM 110V.: [849, 518, 1208, 535]
- paragraph: Descrição: CADEIRA FIXA DIRETOR BASE PÉ CONTÍNUO COM BRAÇO CINZA - ASSENTO E ENCOSTO: MADEIRA COMPENSADA - ASSENTO INJETADO EM ESPUMA DE ALTA DENSIDADE 50 KG/M³ PRESO POR GRAMPO E PARAFUSOS. REVESTIMENTO EM COURVIM PRETO - BRAÇOS FIXOS EM POLIPROPILENO - BASE: CONFECCIONADA EM TUBO DE AÇO DE 1" - MEDIDAS: ASSENTO: 48 CM LARGURA X 46 CM PROFUNDIDADE X 7 CM ESPESSURA - ENCOSTO: 46 CM LARGURA X 43 CM ALTURA X 6 CM ESPESSURA - ALTURA DO ASSENTO ATÉ O CHÃO: 48 CM - ALTURA DO BRAÇO ATÉ O CHÃO: 68 CM - ALTURA TOTAL ATÉ O CHÃO: 95 CM - DIMENSÕES APROXIMADAS DO PRODUTO MONTADO: 55 CM LARGURA X 58 CM PROFUNDIDADE X 95 CM ALTURA - PESO RECOMENDADO: ATÉ 120 KG: [849, 1037, 1208, 1109]
- column-1: [80, 195, 438, 2212]
- paragraph: Marca: VIGEL: [464, 1677, 505, 1684]
- heading: LOTE 34: [464, 445, 491, 453]
- heading: 4. CONCLUSÃO: [1234, 1039, 1285, 1047]
- paragraph: Valor Unitário: R$ 788,00: [464, 1604, 534, 1611]
- paragraph: Descrição: SMART TV LED 32' CONVERSOR PARA TV DIGITAL INTEGRADO CARACTERÍSTICAS GERAIS: 500MM, SCREEN MIRRORING CONECT SHARE MOVIE; HD 720P; WIRELESS LAN BUILT-IN; CLEAR MOTION RATE 120HZ; WIDE COLOR ENHANCER PLUS; HDMI; DTV; SMART TV - SMART HUB - DIVERSOS PORTUGUÊS - ALLSHARE CONTENT SHARING; SCREEN MIRRORING - WIRELESS LAN EMBUTIDO - WI-FI DIRECT AUDIO - DTS PREMIUM SOUND, DTS STUDIO SOUND - DTS CODEC DTS PREMIUM SOUND - TIPO DE ALTO-FALANTE: DOWN FIRING + BASS REFLEX CONEXÕES - 2 HDMI - 1 USB - 1 ENTRADA COMPONENTE (Y/PB/PR) - 1 ENTRADA VÍDEO COMPOSTO (AV) 7 1 USO COM/TAMPA COMPONENT Y) - 1 REDE ETHERNET (LAN) - 1 SAÍDA DE ÁUDIO ÓPTICO - 2 ENTRADAS DE RF (RF/CABO) GARANTIA 12 MESES: [849, 587, 1208, 659]
- heading: 2. ITENS APRESENTADOS PARA ANÁLISE E EMPRESAS FORNECEDORAS: [464, 1322, 702, 1329]
- heading: LOTE 72: [849, 299, 876, 307]
- heading: LOTE 38: [80, 1575, 107, 1582]
- column-3: [849, 195, 1208, 2212]
- paragraph: Descrição: ESTANTE EM AÇO 45KG COM 06 DIMENSÕES APROXIMADAS (98 X 92 X 42, COLUNAS CHAPA 14, PRATELEIRAS CHAPA 26). CAPACIDADE POR PRATELEIRA ATÉ 45KG POR PRATELEIRA COM 02 REFORÇOS EM "T" DE CADA LADO E 01 REFORÇO EM "X" NO FUNDO E REFORÇO ÔMEGA SOB CADA PRATELEIRA. GARANTIA MÍNIMA DO FORNECEDOR 12 MESES.: [464, 1634, 823, 1669]
- heading: LOTE 70: [849, 1331, 876, 1339]
- paragraph: Após análise minuciosa do catálogo apresentado, considerando o atendimento às especificações técnicas descritas no edital, qualidade do material e acabamento, funcionalidade e desempenho, segurança e normas, verificou-se o seguinte:: [464, 638, 823, 655]
- paragraph: Descrição: FORNO ELÉTRICO DE BANCADA 44L, DIMENSÕES INTERNAS A: 26,2 CM X L: 39 CM X P: 43CM COM TIMER, COR PRETA, 110V.: [1234, 1714, 1592, 1730]
- paragraph: Valor Unitário: R$ 484,59: [80, 1559, 149, 1566]
- paragraph: PROCESSO LICITATÓRIO: PREGÃO ELETRÔNICO Nº 57/2025 PROCESSO ADMINISTRATIVO Nº 104/2025 TIPO: REGISTRO DE PREÇOS MUNICÍPIO DE SÃO JOÃO DO SABUGI - PB: [80, 1358, 438, 1374]
- paragraph: Marca: VIANFLEX: [849, 1378, 903, 1385]
- heading: LOTE 71: [1234, 746, 1261, 753]
- paragraph: Descrição: BALANÇA DIGITAL PORTÁTIL PB PARA PESAR BEBÊS, BALANÇA DIGITAL PARA PROGRAMA DE SAÚDE DE FAMÍLIA PARA PESAR CRIANÇAS E BEBÊS. BALANÇA DIGITAL COM GANCHO, CANGURU EM TECIDO PARA COLOCAR A CRIANÇA E RÉGUA DE PESO E ALTURA PADRÃO: [1234, 300, 1592, 326]
- paragraph: Valor Unitário: R$ 1.158,40: [1234, 960, 1308, 967]
- paragraph: Diante da conformidade dos catálogos apresentados, recomenda-se a aprovação dos itens listados, com a devida homologação para registro de preços, possibilitando a futura contratação conforme demanda da Administração.: [464, 702, 823, 718]
- page-header: [71, 102, 1601, 150]
- heading: 2. ITENS APRESENTADOS PARA ANÁLISE E EMPRESAS FORNECEDORAS: [80, 1432, 318, 1440]
- site-notice: OS EDITAIS TAMBÉM ESTÃO DISPONÍVEIS NO SITE: TRIBUNADONORTE.COM: [807, 116, 1439, 135]
- paragraph: Marca: RENASCER / R30 MD25: [80, 1544, 170, 1551]
- paragraph: São João do Sabugi, 22 de agosto de 2025: [1234, 1077, 1346, 1084]
- heading: LOTE 28: [80, 328, 107, 336]
- paragraph: O produto apresentado no catálogo está parcial, conforme especificado no Termo de Referência.: [464, 1075, 720, 1082]
- heading: LOTE 17: [1234, 1379, 1261, 1387]
- paragraph: Marca: IBBL / FR600 SPECIALE: [1234, 945, 1326, 952]
- heading: LOTE 19: [464, 1378, 491, 1385]
- paragraph: Valor Unitário: R$ 1.199,95: [1234, 1441, 1308, 1448]
- heading: EMPRESA: TIANE'S SOLUTIONS LTDA: [1234, 1285, 1357, 1293]
- paragraph: Descrição: CADEIRA MOCHO ODONTOLÓGICO COM ENCOSTO, REVESTIMENTO EM COURO ECOLÓGICO MALHA 50% POLIÉSTER E 50% ALGODÃO, DIMENSÕES E PESO MONTADO ALTURA DO ASSENTO REFERENTE AO PISO: MÍNIMO 48CM E MÁXIMO 68CM, PESO LÍQUIDO APROXIMADO (KG), PESO BRUTO APROXIMADO (KG): 11, PESO SUPORTADO (130KG).: [80, 1667, 438, 1701]
- paragraph: O produto referente ao LOTE 23 apresentado no catálogo não apresenta BASE PÉ CONTÍNUO, conforme especificado no Termo de Referência.: [849, 1447, 1208, 1463]
- paragraph: MANUAL EM PORTUGUÊS GARANTIA: 01 ANO COM TROCA IMEDIATA CONTRA DEFEITOS DE FABRICAÇÃO: [464, 579, 797, 586]
- paragraph: Descrição: ESCADA DOIS DEGRAUS EM TUBO DE 19,05 MM, PISOS ESCOLHIDOS DE AÇO REVESTIDOS COM PASSADEIRA DE BORRACHA PRETA ANTIDERRAPANTE FIXADA POR CANTONEIRA DE AÇO INOX. PÉS COM PONTEIRAS, MEDIDAS LARGURA: 40 CM COMPRIMENTO: 40CM ALTURA: 35 CM: [464, 459, 823, 484]
- heading: LOTE 21: [80, 1653, 107, 1660]
- paragraph: Descrição: ROUPEIRO EM AÇO COM CHAVE: COM 16 VÃOS, COM FECHADURAS/CHAVE, CHAPA 24 (REFORÇADO) 198X140X40CM. GARANTIA MÍNIMA DO FORNECEDOR 12 MESES: [849, 450, 1208, 466]
- paragraph: Valor Unitário: R$ 764,00: [1234, 817, 1304, 824]
- paragraph: Descrição: GUARDA ROUPA SOLTEIRO 4 PORTAS, 2 GAVETAS, COM PÉS DE MADEIRA, CONTENDO CABIDEIRO E CALCEIRO INTERNO EM ALUMÍNIO, DIVISÃO INTERNA COM PRATELEIRAS MÓVEIS, GAVETAS COM CORREDIÇAS METÁLICAS, TAMANHO DE NO MÍNIMO A205XL160XP55CM, PUXADORES EM PVC, MATERIAIS CHAPA DE MDP15MM, DOBRADIÇAS METÁLICAS COM AMORTECEDOR.: [464, 1809, 823, 1843]
- heading: RELATÓRIO PARA APROVAÇÃO DE AMOSTRAS: [849, 879, 1003, 887]
- paragraph: Descrição: CADEIRA FIXA, ASSENTO E ENCOSTO POLIPROPILENO (COLORIDO) BASE EM AÇO COM BASE 4 PÉS EMPILHÁVEL: [1234, 1558, 1592, 1575]
- paragraph: Descrição: CAIXA DE SOM MULTIUSO AMPLIFICADA, COM RODAS, ENTRADA USB, RÁDIO AM/FM, 140 W, ACABAMENTO: REVESTIMENTO COM CARPETE.: [80, 240, 438, 257]
- paragraph: Marca: MAQ: [80, 920, 116, 927]
- heading: LOTE 23: [1234, 538, 1261, 546]
- paragraph: Valor Unitário: R$ 859,90: [1234, 1528, 1304, 1535]
- paragraph: Valor Unitário: R$ 390,00: [464, 1691, 534, 1698]
- paragraph: O produto referente ao LOTE 58 não cumpre a especificação.: [849, 1471, 1013, 1478]
- paragraph: Valor Unitário: R$ 109,92: [1234, 1597, 1304, 1604]
- paragraph: Descrição: FOGÃO INDUSTRIAL - 4 BOCAS COM FORNO, QUEIMADORES EM FERRO FUNDIDO SENDO 1 DUPLOS E 3 SIMPLES, GRELHAS 30X30 EM FERRO FUNDIDO, ACABAMENTO AÇO CARBONO, PINTURA ELETROSTÁTICA A PÓ, REGISTROS CROMADOS, BANDEJA COLETORA DE RESÍDUOS, TIPO DE GÁS: GLP, FORNO REVESTIDO EM LÃ DE VIDRO (ISOLAMENTO TÉRMICO). GARANTIA MÍNIMA DO FORNECEDOR 12 MESES: [1234, 1627, 1592, 1662]
- paragraph: Secretaria Municipal de Planejamento e Administração: [464, 790, 611, 797]
- paragraph: Este relatório tem por objetivo registrar a verificação técnica dos catálogos apresentados pelas empresas vencedoras do certame, conforme previsto no edital do Pregão Eletrônico nº 57/2025, a fim de aprovar ou reprovar os itens amostrados, de acordo com as especificações exigidas e com base no princípio da vinculação ao instrumento convocatório.: [849, 933, 1208, 958]
- paragraph: Marca: RENASCER / R30 PVMC: [464, 312, 556, 319]
- paragraph: Valor Unitário: R$ 399,99: [464, 608, 534, 615]
- paragraph: Marca: JOGU: [80, 297, 117, 304]
- paragraph: Valor Unitário: R$ 1.150,00: [849, 681, 924, 688]
- paragraph: Valor Unitário: R$ 230,99: [464, 507, 534, 514]
- heading: LOTE 83: [849, 573, 876, 581]
- paragraph: Após análise minuciosa do catálogo apresentado, considerando o atendimento às especificações técnicas descritas no edital, qualidade do material e acabamento, funcionalidade e desempenho, segurança e normas, verificou-se o seguinte:: [80, 1176, 438, 1192]
- paragraph: Valor Unitário: R$ 2.180,97: [1234, 1684, 1308, 1691]
- paragraph: Descrição: BIOMBO TRIPLO - ESTRUTURA DE QUATRO PÉS EM TUBOS DE AÇO ESMALTADO COM 19,05 MM DE DIÂMETRO PAINÉIS COM TECIDO DE ALGODÃO OU EM LONA PLÁSTICA. PÉS COM RODÍZIOS DE 42MM. MEDIDAS COMPRIMENTO TOTAL ABERTO: 175 CM ALTURA: 185 CM: [80, 1589, 438, 1614]
- paragraph: Marca: NUMBER / 2P: [464, 1590, 525, 1597]
- paragraph: Secretaria Municipal de Planejamento e Administração: [1234, 1141, 1381, 1148]
- paragraph: Este relatório tem por objetivo registrar a verificação técnica dos catálogos apresentados pelas empresas vencedoras do certame, conforme previsto no edital do Pregão Eletrônico nº 57/2025, a fim de aprovar ou reprovar os itens amostrados, de acordo com as especificações exigidas e com base no princípio da vinculação ao instrumento convocatório.: [1234, 196, 1592, 221]
- heading: LOTE 49: [1234, 659, 1261, 666]
- paragraph: Valor Unitário: R$ 717,92: [1234, 1752, 1304, 1759]
- paragraph: Descrição: MICRO-ONDAS, COM CAPACIDADE DE APROXIMADAMENTE 17L, 1400W DE POTÊNCIA, PRATO COM DIÂMETRO DE 31, 5 CM, TECLAS SOFT-TOUCH, ALÉM DE CONTAR COM OPÇÕES DE DESCONGELAR POR TEMPO OU DESCONGELAR POR PESO, FUNÇÃO POTÊNCIA, RELÓGIO, DISPLAY / SOUND E TRAVA; DIMENSÕES E PESO ALTURA: 32,3 CM; LARGURA: 52,0 CM; PROFUNDIDADE: 44,3 CM; PESO: 14,05 KG: [1234, 760, 1592, 795]
- paragraph: Descrição: FORNO INDUSTRIAL A GÁS: FOR 2 GRADES INTERNAS, CORPO E QUEIMADORES PINTADOS E FRENTE EM INOX. QUEIMADORES EM SISTEMA DE GAVETAS, QUEIMADOR EM AÇO TUBULAR COM ACABAMENTO DE ESTRUTURAS EM SISTEMA DE AR E CHAMA MAIS PERFEITA. CÂMARA COM TRÊS PLACAS DE ENCAIXE, ISOLAMENTO EM LÃ DE ROCHA, ABERTURA TOTAL DO VIDRO FRONTAL, PÉS SUPER RESISTENTES E PINO EM PEDRA REFRATÁRIA E ESPAÇO DE ALTURA MÍNIMA 90 X 999 MM: [1234, 1782, 1592, 1827]
- paragraph: Marca: ELECTROLUX / H550: [1234, 715, 1318, 722]
